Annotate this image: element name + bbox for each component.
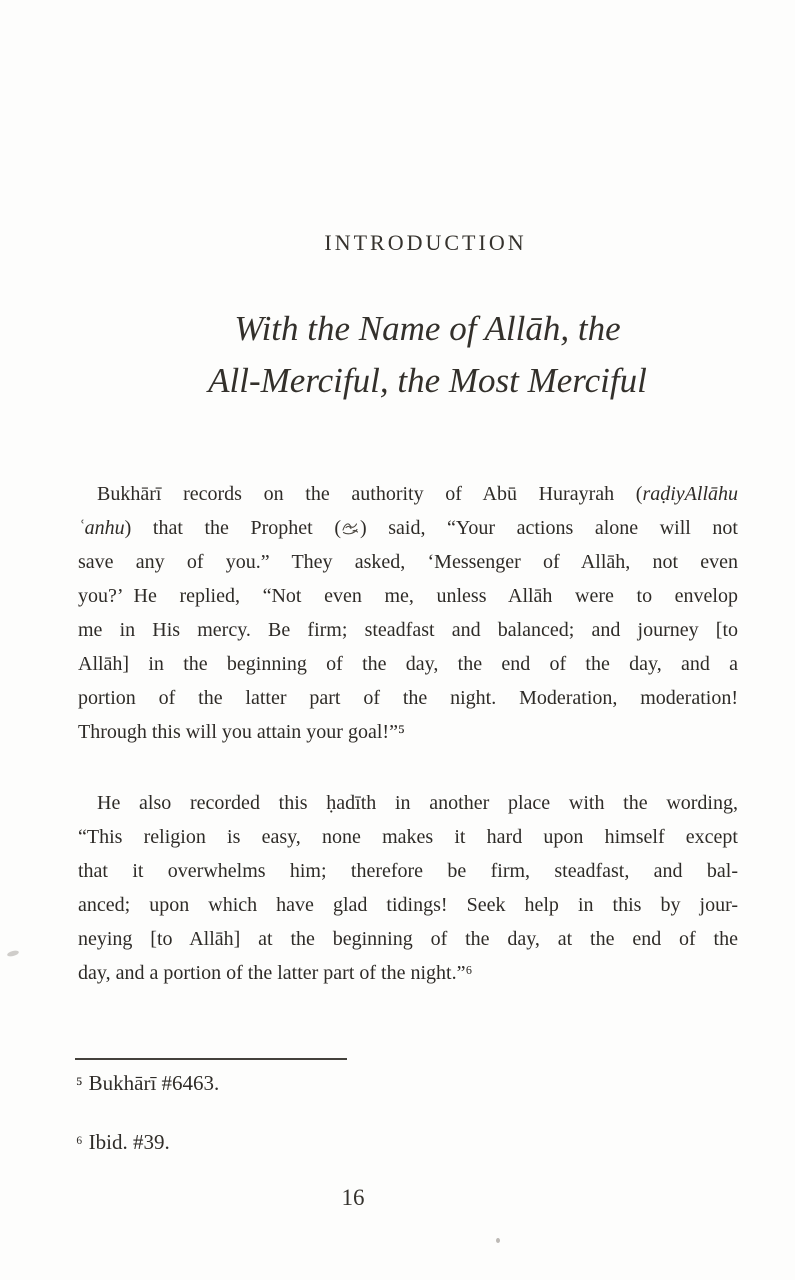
text-line: neying [to Allāh] at the beginning of the day, at the end of the <box>78 928 738 950</box>
paragraph-2 <box>78 786 738 990</box>
footnote-marker: ⁵ <box>76 1074 83 1095</box>
text-line: you?’ He replied, “Not even me, unless Allāh were to envelop <box>78 585 738 607</box>
footnote-text: Bukhārī #6463. <box>88 1071 220 1095</box>
text-line <box>78 511 738 545</box>
basmala-title <box>30 303 795 407</box>
transliteration-italic: raḍiyAllāhu <box>642 483 738 505</box>
text-line: anced; upon which have glad tidings! Seek help in this by jour- <box>78 894 738 916</box>
title-line-1: With the Name of Allāh, the <box>234 309 621 348</box>
paragraph-1 <box>78 477 738 749</box>
footnote-divider <box>75 1058 347 1060</box>
text-line: Allāh] in the beginning of the day, the end of the day, and a <box>78 653 738 675</box>
chapter-heading: INTRODUCTION <box>324 230 527 255</box>
footnote-marker: ⁶ <box>76 1133 83 1154</box>
footnote-text: Ibid. #39. <box>88 1130 170 1154</box>
footnote <box>76 1071 219 1096</box>
text-segment: ) that the Prophet ( <box>124 517 341 539</box>
text-line: save any of you.” They asked, ‘Messenger of Allāh, not even <box>78 551 738 573</box>
text-line: He also recorded this ḥadīth in another place with the wording, <box>97 792 738 814</box>
text-line: that it overwhelms him; therefore be firm, steadfast, and bal- <box>78 860 738 882</box>
text-segment: ) said, “Your actions alone will not <box>359 517 738 539</box>
footnote <box>76 1130 170 1155</box>
text-line: “This religion is easy, none makes it hard upon himself except <box>78 826 738 848</box>
text-line: me in His mercy. Be firm; steadfast and balanced; and journey [to <box>78 619 738 641</box>
title-line-2: All-Merciful, the Most Merciful <box>208 361 647 400</box>
prophet-honorific-icon <box>341 513 360 529</box>
text-line: Through this will you attain your goal!”⁵ <box>78 721 405 743</box>
text-line <box>78 477 738 511</box>
transliteration-italic: ʿanhu <box>78 517 125 539</box>
text-line: day, and a portion of the latter part of the night.”⁶ <box>78 962 473 984</box>
text-segment: Bukhārī records on the authority of Abū Hurayrah ( <box>97 483 643 505</box>
page-number: 16 <box>341 1185 365 1210</box>
text-line: portion of the latter part of the night. Moderation, moderation! <box>78 687 738 709</box>
scan-speck <box>7 950 20 958</box>
scan-speck <box>496 1238 500 1243</box>
